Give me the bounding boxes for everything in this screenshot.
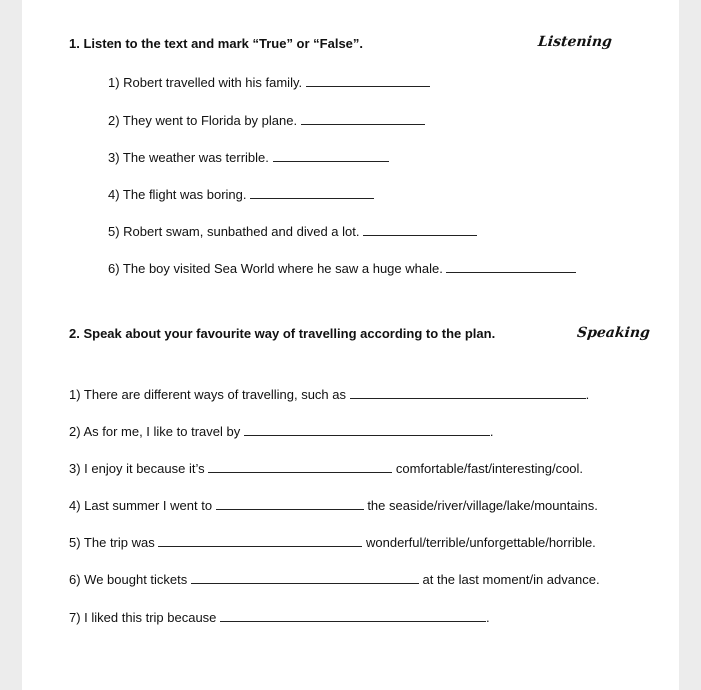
tf-statement-3 xyxy=(108,149,389,165)
answer-blank[interactable] xyxy=(306,74,430,87)
plan-item-6 xyxy=(69,571,600,587)
tf-statement-text: 2) They went to Florida by plane. xyxy=(108,113,298,128)
plan-item-5 xyxy=(69,534,596,550)
tf-statement-text: 4) The flight was boring. xyxy=(108,187,247,202)
answer-blank[interactable] xyxy=(244,423,490,436)
answer-blank[interactable] xyxy=(191,571,419,584)
plan-item-text: 4) Last summer I went to xyxy=(69,498,213,513)
tf-statement-4 xyxy=(108,186,374,202)
tf-statement-text: 6) The boy visited Sea World where he saw a huge whale. xyxy=(108,261,443,276)
plan-item-text: 6) We bought tickets xyxy=(69,572,188,587)
worksheet-page xyxy=(22,0,679,690)
answer-blank[interactable] xyxy=(216,497,364,510)
tf-statement-5 xyxy=(108,223,477,239)
section1-heading: 1. Listen to the text and mark “True” or “False”. xyxy=(69,36,364,51)
plan-item-options: the seaside/river/village/lake/mountains. xyxy=(367,498,598,513)
tf-statement-1 xyxy=(108,74,430,90)
plan-item-ending: . xyxy=(489,424,494,439)
tf-statement-text: 5) Robert swam, sunbathed and dived a lot. xyxy=(108,224,360,239)
plan-item-ending: . xyxy=(486,610,490,625)
tf-statement-2 xyxy=(108,112,425,128)
tf-statement-text: 3) The weather was terrible. xyxy=(108,150,269,165)
answer-blank[interactable] xyxy=(220,609,486,622)
answer-blank[interactable] xyxy=(273,149,389,162)
tf-statement-6 xyxy=(108,260,576,276)
answer-blank[interactable] xyxy=(208,460,392,473)
speaking-label: Speaking xyxy=(576,325,651,341)
plan-item-text: 2) As for me, I like to travel by xyxy=(69,424,241,439)
tf-statement-text: 1) Robert travelled with his family. xyxy=(108,75,303,90)
plan-item-text: 1) There are different ways of travelling, such as xyxy=(69,387,346,402)
plan-item-7 xyxy=(69,609,490,625)
plan-item-options: comfortable/fast/interesting/cool. xyxy=(395,461,584,476)
answer-blank[interactable] xyxy=(363,223,477,236)
answer-blank[interactable] xyxy=(446,260,576,273)
plan-item-3 xyxy=(69,460,583,476)
section2-heading: 2. Speak about your favourite way of travelling according to the plan. xyxy=(69,326,496,341)
plan-item-4 xyxy=(69,497,598,513)
answer-blank[interactable] xyxy=(250,186,374,199)
listening-label: Listening xyxy=(537,34,613,50)
plan-item-text: 5) The trip was xyxy=(69,535,155,550)
answer-blank[interactable] xyxy=(301,112,425,125)
answer-blank[interactable] xyxy=(350,386,586,399)
plan-item-1 xyxy=(69,386,589,402)
plan-item-2 xyxy=(69,423,493,439)
answer-blank[interactable] xyxy=(158,534,362,547)
plan-item-text: 3) I enjoy it because it’s xyxy=(69,461,205,476)
plan-item-options: at the last moment/in advance. xyxy=(422,572,600,587)
plan-item-text: 7) I liked this trip because xyxy=(69,610,217,625)
plan-item-options: wonderful/terrible/unforgettable/horrible. xyxy=(366,535,596,550)
plan-item-ending: . xyxy=(585,387,590,402)
